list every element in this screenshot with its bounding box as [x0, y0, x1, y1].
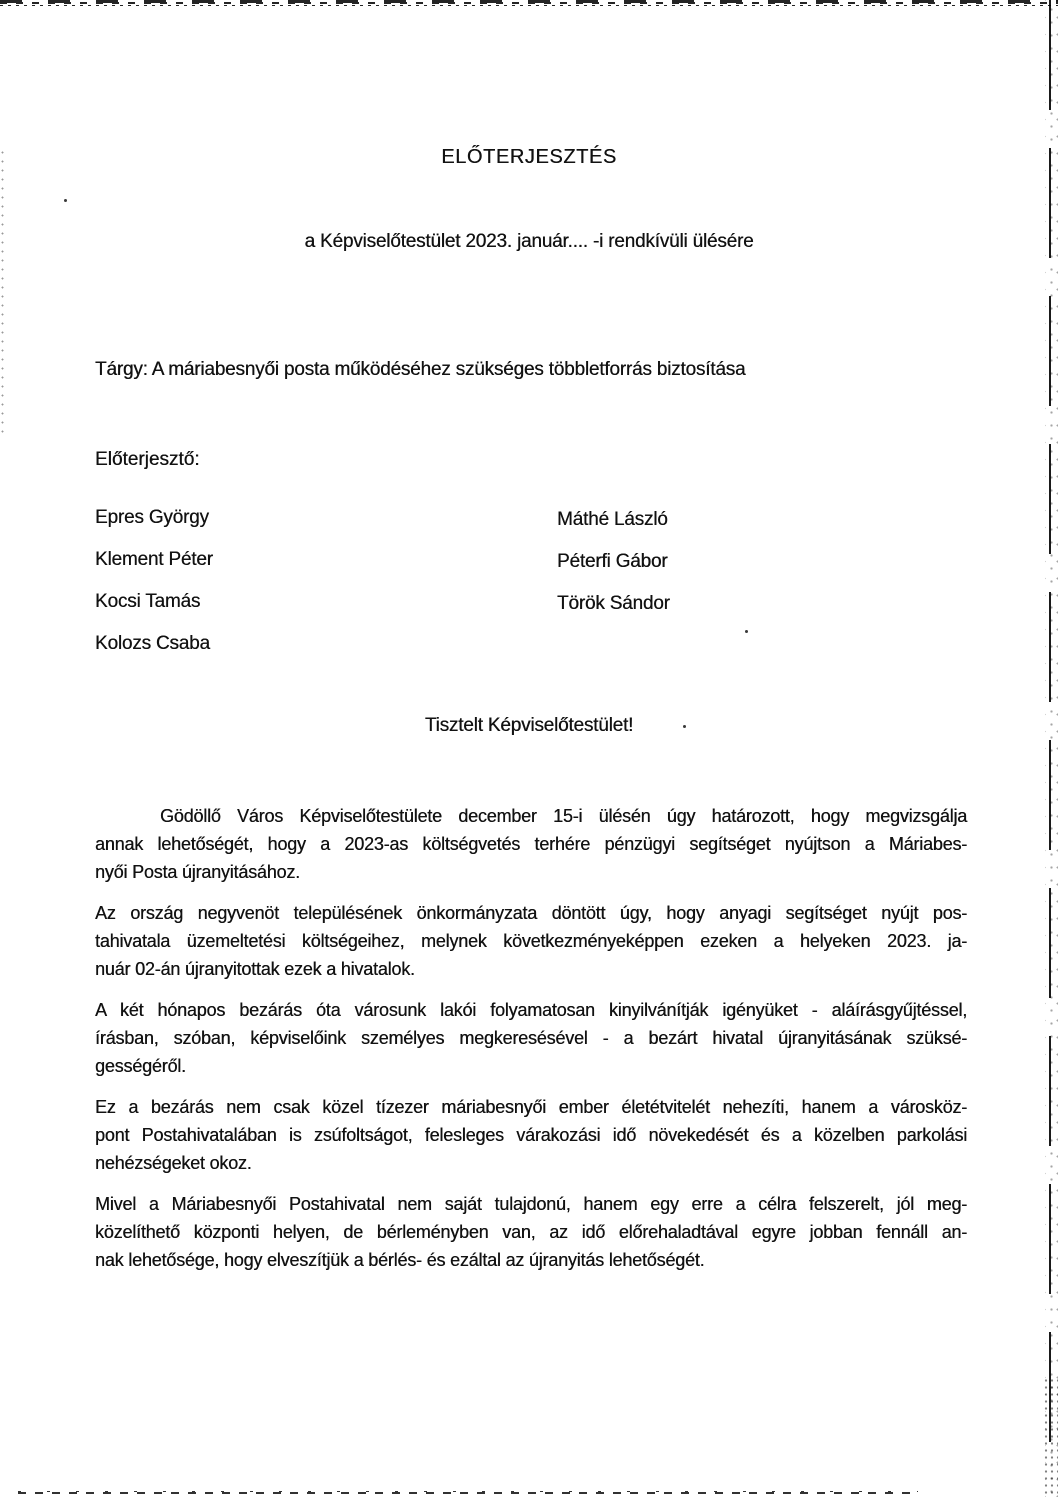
subject-line: Tárgy: A máriabesnyői posta működéséhez szükséges többletforrás biztosítása	[95, 359, 746, 380]
paragraph-line: Mivel a Máriabesnyői Postahivatal nem saját tulajdonú, hanem egy erre a célra felszerelt, jól meg-	[95, 1194, 967, 1214]
session-line: a Képviselőtestület 2023. január.... -i rendkívüli ülésére	[304, 231, 754, 252]
document-title: ELŐTERJESZTÉS	[441, 146, 617, 168]
paragraph-line: közelíthető központi helyen, de bérleményben van, az idő előrehaladtával egyre jobban fennáll an-	[95, 1222, 967, 1242]
salutation: Tisztelt Képviselőtestület!	[424, 715, 634, 736]
scan-noise-right-line	[1049, 0, 1051, 1478]
scan-speck	[745, 630, 748, 633]
presenter-name: Kocsi Tamás	[95, 591, 201, 612]
presenters-right-column	[557, 509, 670, 635]
paragraph	[95, 1190, 967, 1274]
presenter-name: Máthé László	[557, 509, 668, 530]
paragraph-line: A két hónapos bezárás óta városunk lakói folyamatosan kinyilvánítják igényüket - aláírásgyűjtéssel,	[95, 1000, 967, 1020]
paragraph	[95, 802, 967, 886]
presenter-name: Epres György	[95, 507, 209, 528]
paragraph-line: nuár 02-án újranyitottak ezek a hivatalok.	[95, 959, 415, 979]
presenters-left-column	[95, 507, 213, 675]
paragraph-line: tahivatala üzemeltetési költségeihez, melynek következményeképpen ezeken a helyeken 2023. ja-	[95, 931, 967, 951]
paragraph-line: Az ország negyvenöt településének önkormányzata döntött úgy, hogy anyagi segítséget nyújt pos-	[95, 903, 967, 923]
presenter-name: Klement Péter	[95, 549, 213, 570]
paragraph-line: pont Postahivatalában is zsúfoltságot, felesleges várakozási idő növekedését és a közelben parkolási	[95, 1125, 967, 1145]
scan-noise-bottom-edge	[18, 1491, 918, 1494]
scan-noise-bottom-right-corner	[1043, 1377, 1058, 1497]
presenter-label: Előterjesztő:	[95, 449, 200, 470]
presenter-name: Kolozs Csaba	[95, 633, 210, 654]
paragraph-line: nyői Posta újranyitásához.	[95, 862, 300, 882]
paragraph-line: írásban, szóban, képviselőink személyes megkeresésével - a bezárt hivatal újranyitásának szüksé-	[95, 1028, 967, 1048]
paragraph-line: nehézségeket okoz.	[95, 1153, 252, 1173]
paragraph-line: nak lehetősége, hogy elveszítjük a bérlés- és ezáltal az újranyitás lehetőségét.	[95, 1250, 705, 1270]
paragraph-line: Ez a bezárás nem csak közel tízezer máriabesnyői ember életétvitelét nehezíti, hanem a városköz-	[95, 1097, 967, 1117]
scan-speck	[64, 199, 67, 202]
paragraph	[95, 899, 967, 983]
presenter-name: Török Sándor	[557, 593, 670, 614]
document-body	[95, 802, 967, 1287]
paragraph	[95, 1093, 967, 1177]
scan-noise-left-band	[0, 148, 6, 438]
paragraph-line: gességéről.	[95, 1056, 186, 1076]
paragraph-line: annak lehetőségét, hogy a 2023-as költségvetés terhére pénzügyi segítséget nyújtson a Máriabes-	[95, 834, 967, 854]
paragraph	[95, 996, 967, 1080]
presenter-name: Péterfi Gábor	[557, 551, 668, 572]
scan-noise-top-edge	[0, 0, 1058, 8]
scan-noise-right-band	[1045, 0, 1058, 1497]
paragraph-line: Gödöllő Város Képviselőtestülete december 15-i ülésén úgy határozott, hogy megvizsgálja	[160, 806, 967, 826]
